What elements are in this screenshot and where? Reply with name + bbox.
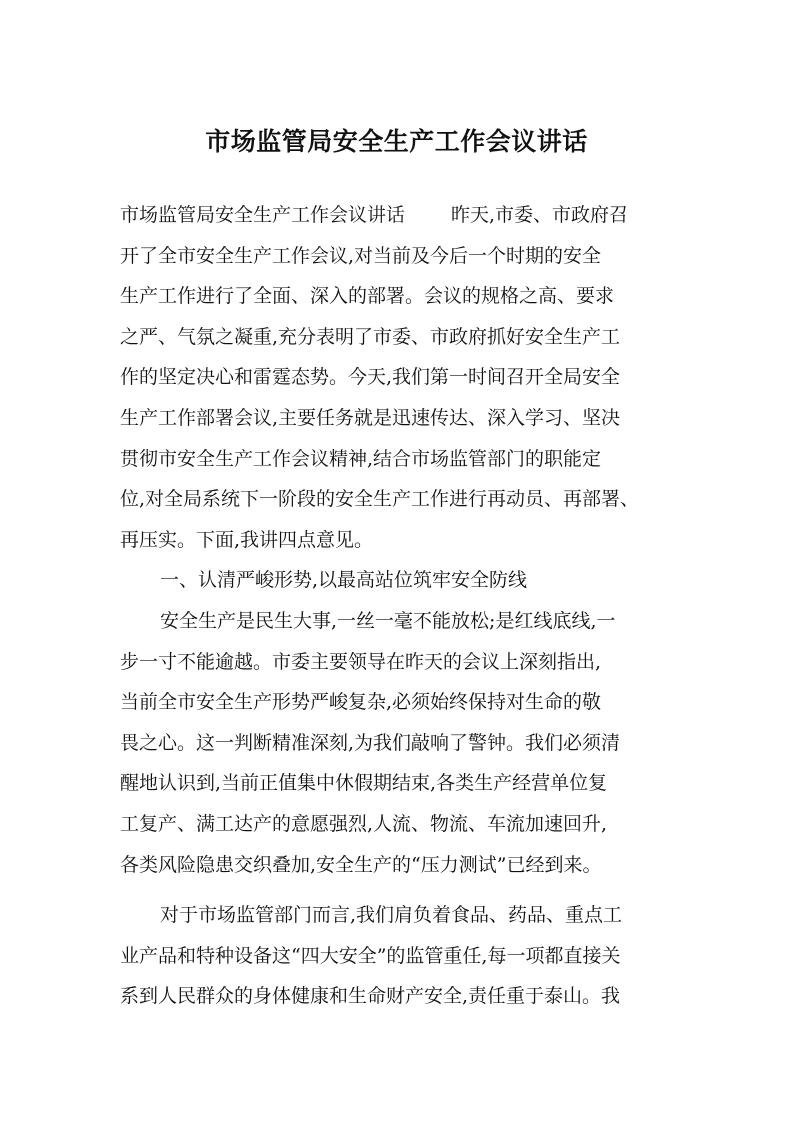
text-line: 之严、气氛之凝重,充分表明了市委、市政府抓好安全生产工 [120, 325, 621, 348]
text-line: 畏之心。这一判断精准深刻,为我们敲响了警钟。我们必须清 [120, 731, 621, 754]
section-heading [120, 560, 680, 601]
text-line: 安全生产是民生大事,一丝一毫不能放松;是红线底线,一 [160, 609, 616, 632]
intro-first-line-rest: 昨天,市委、市政府召 [451, 204, 629, 226]
text-line: 生产工作进行了全面、深入的部署。会议的规格之高、要求 [120, 285, 615, 308]
document-body [120, 195, 680, 1017]
text-line: 作的坚定决心和雷霆态势。今天,我们第一时间召开全局安全 [120, 366, 621, 389]
text-line: 贯彻市安全生产工作会议精神,结合市场监管部门的职能定 [120, 447, 602, 470]
document-title: 市场监管局安全生产工作会议讲话 [205, 127, 588, 156]
text-line: 各类风险隐患交织叠加,安全生产的“压力测试”已经到来。 [120, 853, 602, 876]
text-line: 开了全市安全生产工作会议,对当前及今后一个时期的安全 [120, 244, 602, 267]
text-line: 对于市场监管部门而言,我们肩负着食品、药品、重点工 [160, 904, 623, 927]
text-line: 生产工作部署会议,主要任务就是迅速传达、深入学习、坚决 [120, 406, 621, 429]
paragraph-1 [120, 601, 680, 885]
intro-paragraph [120, 195, 680, 560]
text-line: 系到人民群众的身体健康和生命财产安全,责任重于泰山。我 [120, 985, 621, 1008]
text-line: 业产品和特种设备这“四大安全”的监管重任,每一项都直接关 [120, 944, 621, 967]
text-line: 醒地认识到,当前正值集中休假期结束,各类生产经营单位复 [120, 772, 608, 795]
text-line: 当前全市安全生产形势严峻复杂,必须始终保持对生命的敬 [120, 691, 602, 714]
text-line [120, 195, 680, 236]
text-line: 步一寸不能逾越。市委主要领导在昨天的会议上深刻指出, [120, 650, 602, 673]
section-heading-text: 一、认清严峻形势,以最高站位筑牢安全防线 [160, 569, 528, 592]
intro-lead: 市场监管局安全生产工作会议讲话 [120, 204, 406, 226]
text-line: 位,对全局系统下一阶段的安全生产工作进行再动员、再部署、 [120, 488, 640, 511]
text-line: 工复产、满工达产的意愿强烈,人流、物流、车流加速回升, [120, 812, 608, 835]
text-line: 再压实。下面,我讲四点意见。 [120, 528, 374, 551]
paragraph-2 [120, 895, 680, 1017]
